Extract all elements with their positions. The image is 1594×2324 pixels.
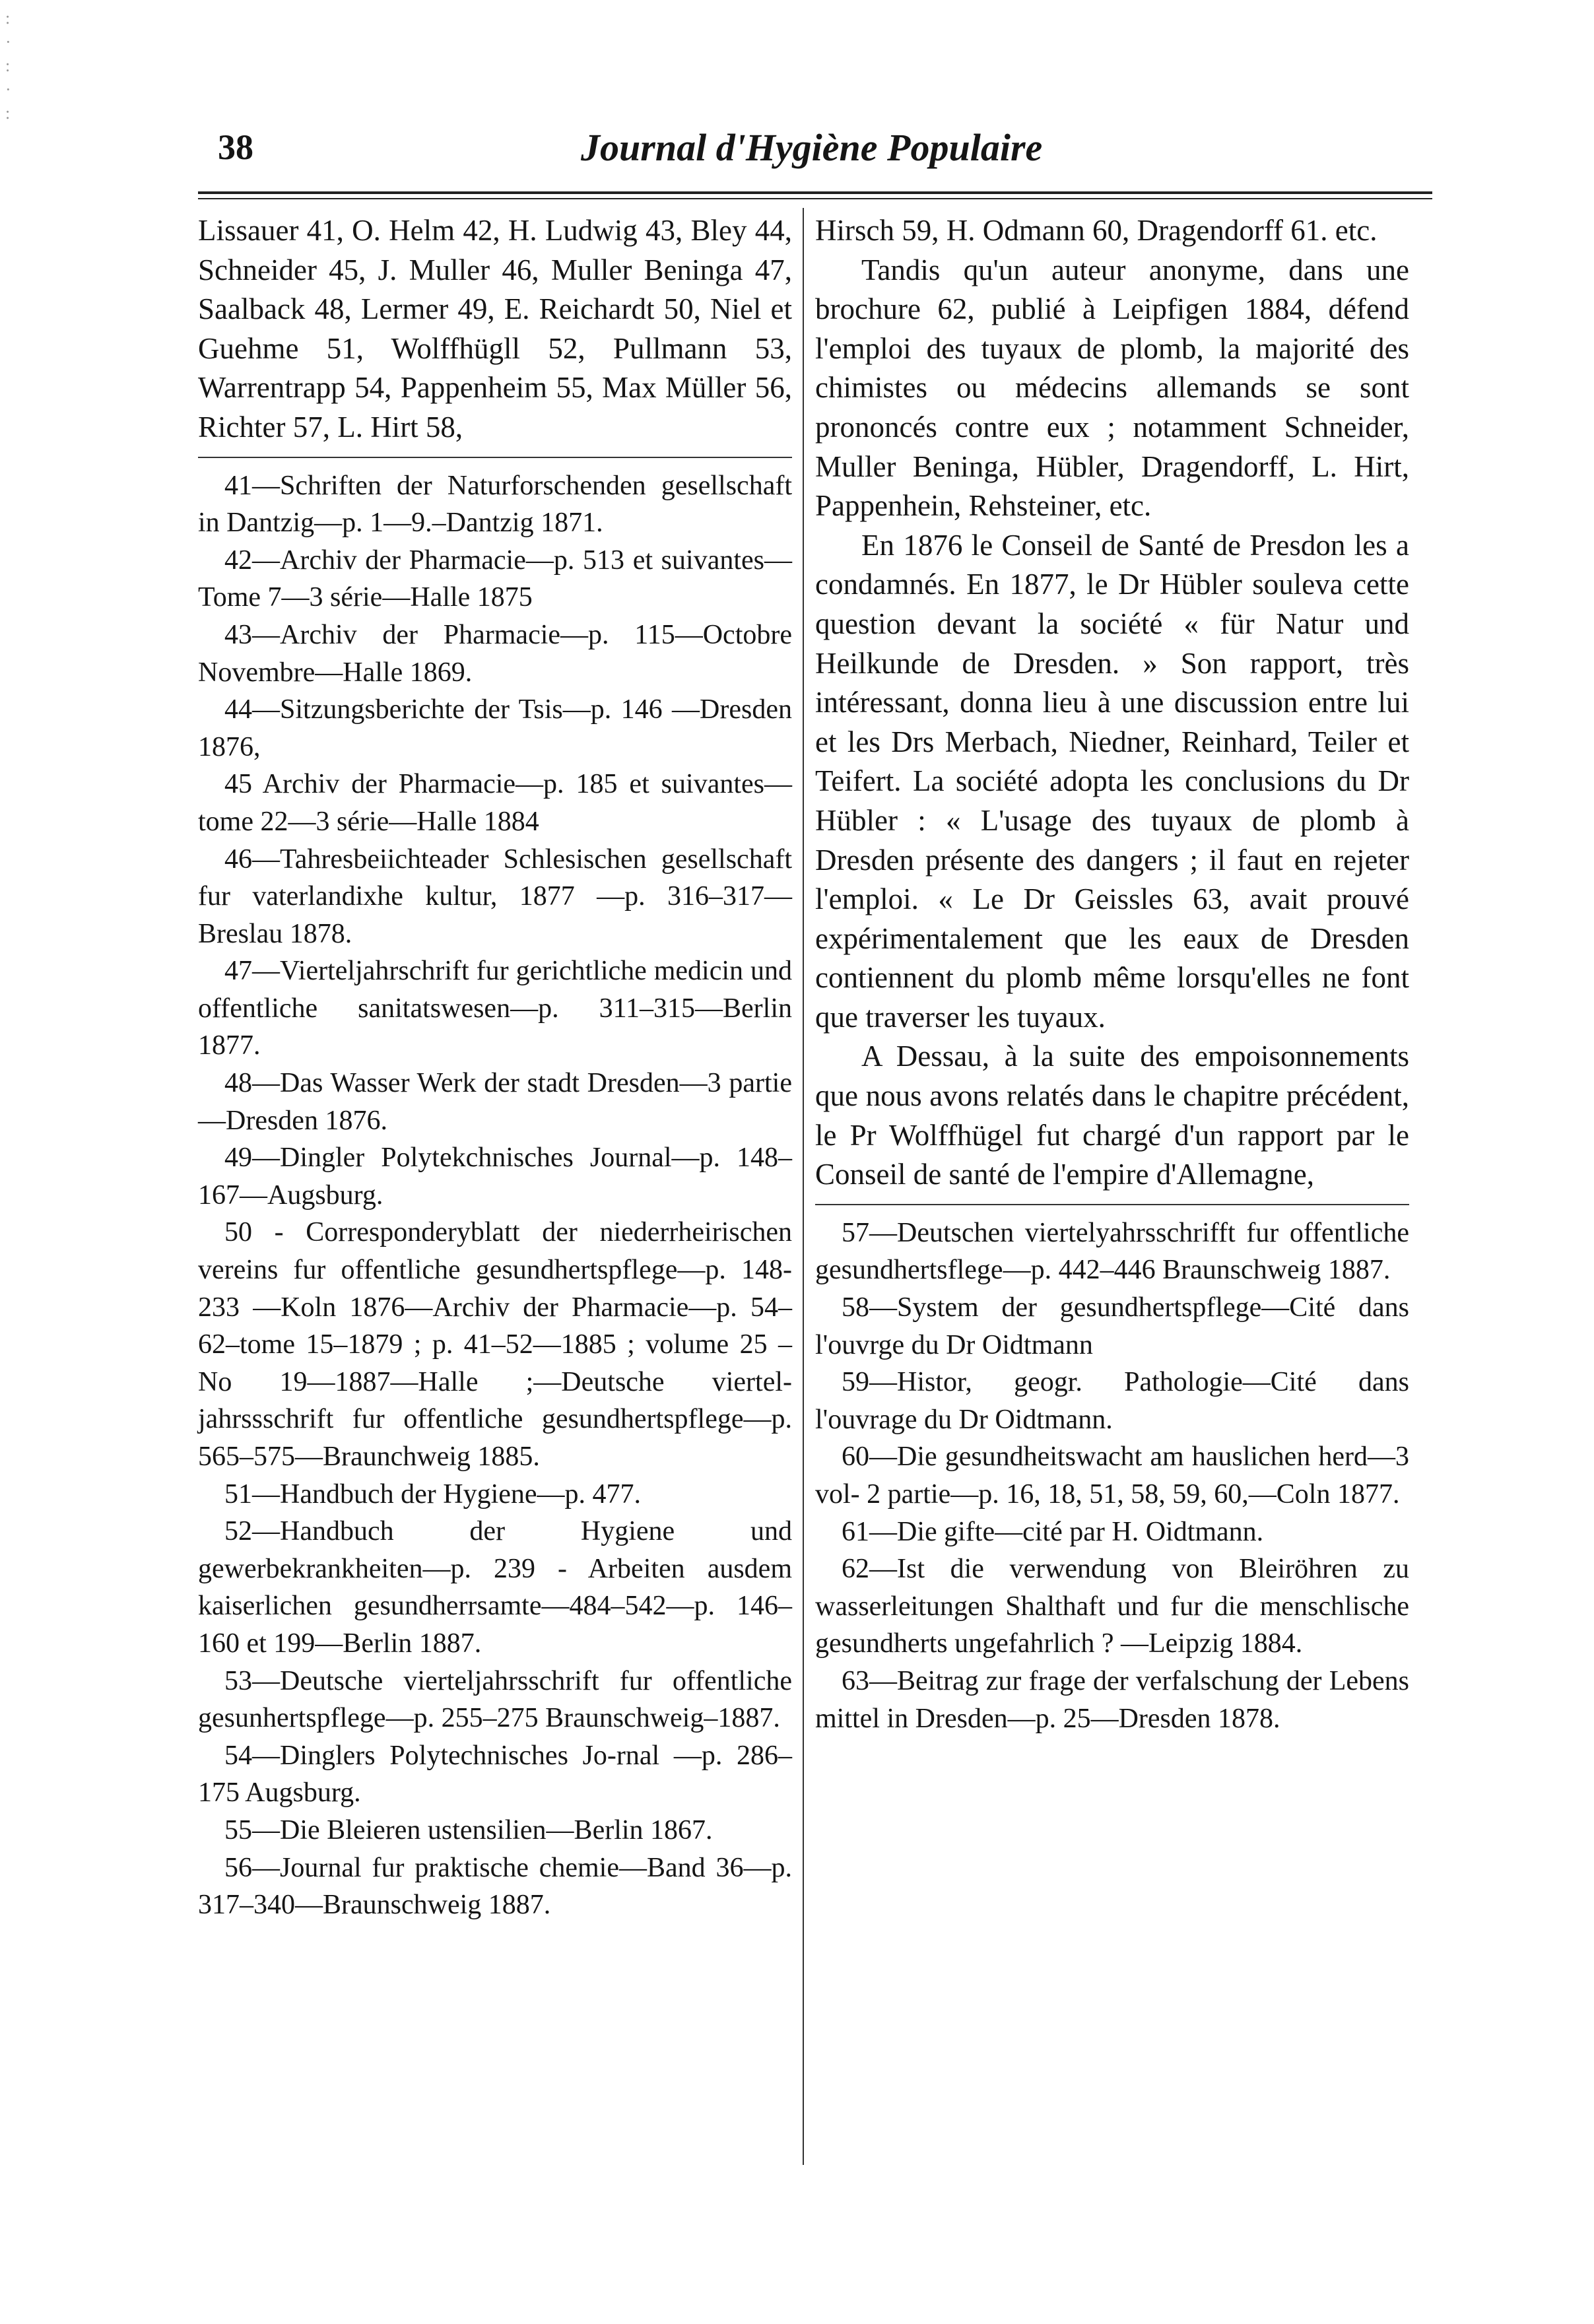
right-footnotes [815,1214,1409,1737]
left-footnote-rule [198,457,792,458]
footnote-50: 50 - Corresponderyblatt der niederrheirischen vereins fur offentliche gesundhertspflege—p. 148-233 —Koln 1876—Archiv der Pharmacie—p. 54–62–tome 15–1879 ; p. 41–52—1885 ; volume 25 – No 19—1887—Halle ;—Deutsche viertel-jahrssschrift fur offentliche gesundhertspflege—p. 565–575—Braunchweig 1885. [198,1217,792,1472]
header-rule-thin [198,198,1432,199]
footnote-60: 60—Die gesundheitswacht am hauslichen herd—3 vol- 2 partie—p. 16, 18, 51, 58, 59, 60,—Coln 1877. [815,1442,1409,1510]
footnote-59: 59—Histor, geogr. Pathologie—Cité dans l'ouvrage du Dr Oidtmann. [815,1367,1409,1435]
page-header [198,117,1452,177]
footnote-42: 42—Archiv der Pharmacie—p. 513 et suivantes—Tome 7—3 série—Halle 1875 [198,545,792,613]
footnote-55: 55—Die Bleieren ustensilien—Berlin 1867. [224,1814,713,1845]
footnote-45: 45 Archiv der Pharmacie—p. 185 et suivantes—tome 22—3 série—Halle 1884 [198,769,792,837]
header-rule [198,191,1432,194]
left-footnotes [198,467,792,1924]
right-paragraph-4: A Dessau, à la suite des empoisonnements que nous avons relatés dans le chapitre précédent, le Pr Wolffhügel fut chargé d'un rapport par le Conseil de santé de l'empire d'Allemagne, [815,1040,1409,1191]
margin-marks: : · : · : [5,9,11,123]
footnote-56: 56—Journal fur praktische chemie—Band 36—p. 317–340—Braunschweig 1887. [198,1852,792,1921]
column-divider [803,208,804,2165]
footnote-46: 46—Tahresbeiichteader Schlesischen gesellschaft fur vaterlandixhe kultur, 1877 —p. 316–317—Breslau 1878. [198,844,792,949]
running-title: Journal d'Hygiène Populaire [581,126,1043,169]
right-footnote-rule [815,1204,1409,1205]
right-paragraph-1: Hirsch 59, H. Odmann 60, Dragendorff 61. etc. [815,214,1378,247]
footnote-57: 57—Deutschen viertelyahrsschrifft fur offentliche gesundhertsflege—p. 442–446 Braunschweig 1887. [815,1217,1409,1286]
footnote-61: 61—Die gifte—cité par H. Oidtmann. [842,1516,1264,1547]
left-column [198,211,792,1924]
footnote-49: 49—Dingler Polytekchnisches Journal—p. 148–167—Augsburg. [198,1143,792,1211]
footnote-62: 62—Ist die verwendung von Bleiröhren zu wasserleitungen Shalthaft und fur die menschlische gesundherts ungefahrlich ? —Leipzig 1884. [815,1554,1409,1659]
right-paragraph-2: Tandis qu'un auteur anonyme, dans une brochure 62, publié à Leipfigen 1884, défend l'emploi des tuyaux de plomb, la majorité des chimistes ou médecins allemands se sont prononcés contre eux ; notamment Schneider, Muller Beninga, Hübler, Dragendorff, L. Hirt, Pappenhein, Rehsteiner, etc. [815,253,1409,523]
left-body-text: Lissauer 41, O. Helm 42, H. Ludwig 43, Bley 44, Schneider 45, J. Muller 46, Muller Beninga 47, Saalback 48, Lermer 49, E. Reichardt 50, Niel et Guehme 51, Wolffhügll 52, Pullmann 53, Warrentrapp 54, Pappenheim 55, Max Müller 56, Richter 57, L. Hirt 58, [198,214,792,444]
footnote-52: 52—Handbuch der Hygiene und gewerbekrankheiten—p. 239 - Arbeiten ausdem kaiserlichen gesundherrsamte—484–542—p. 146–160 et 199—Berlin 1887. [198,1516,792,1659]
footnote-41: 41—Schriften der Naturforschenden gesellschaft in Dantzig—p. 1—9.–Dantzig 1871. [198,470,792,539]
footnote-47: 47—Vierteljahrschrift fur gerichtliche medicin und offentliche sanitatswesen—p. 311–315—Berlin 1877. [198,956,792,1061]
footnote-43: 43—Archiv der Pharmacie—p. 115—Octobre Novembre—Halle 1869. [198,619,792,688]
footnote-58: 58—System der gesundhertspflege—Cité dans l'ouvrge du Dr Oidtmann [815,1292,1409,1360]
page-number: 38 [218,127,253,167]
right-column [815,211,1409,1737]
footnote-51: 51—Handbuch der Hygiene—p. 477. [224,1478,642,1510]
footnote-53: 53—Deutsche vierteljahrsschrift fur offentliche gesunhertspflege—p. 255–275 Braunschweig–1887. [198,1665,792,1734]
right-paragraph-3: En 1876 le Conseil de Santé de Presdon les a condamnés. En 1877, le Dr Hübler souleva cette question devant la société « für Natur und Heilkunde de Dresden. » Son rapport, très intéressant, donna lieu à une discussion entre lui et les Drs Merbach, Niedner, Reinhard, Teiler et Teifert. La société adopta les conclusions du Dr Hübler : « L'usage des tuyaux de plomb à Dresden présente des dangers ; il faut en rejeter l'emploi. « Le Dr Geissles 63, avait prouvé expérimentalement que les eaux de Dresden contiennent du plomb même lorsqu'elles ne font que traverser les tuyaux. [815,528,1409,1034]
footnote-44: 44—Sitzungsberichte der Tsis—p. 146 —Dresden 1876, [198,694,792,762]
footnote-54: 54—Dinglers Polytechnisches Jo-rnal —p. 286–175 Augsburg. [198,1740,792,1809]
footnote-63: 63—Beitrag zur frage der verfalschung der Lebens mittel in Dresden—p. 25—Dresden 1878. [815,1665,1409,1734]
footnote-48: 48—Das Wasser Werk der stadt Dresden—3 partie—Dresden 1876. [198,1068,792,1136]
